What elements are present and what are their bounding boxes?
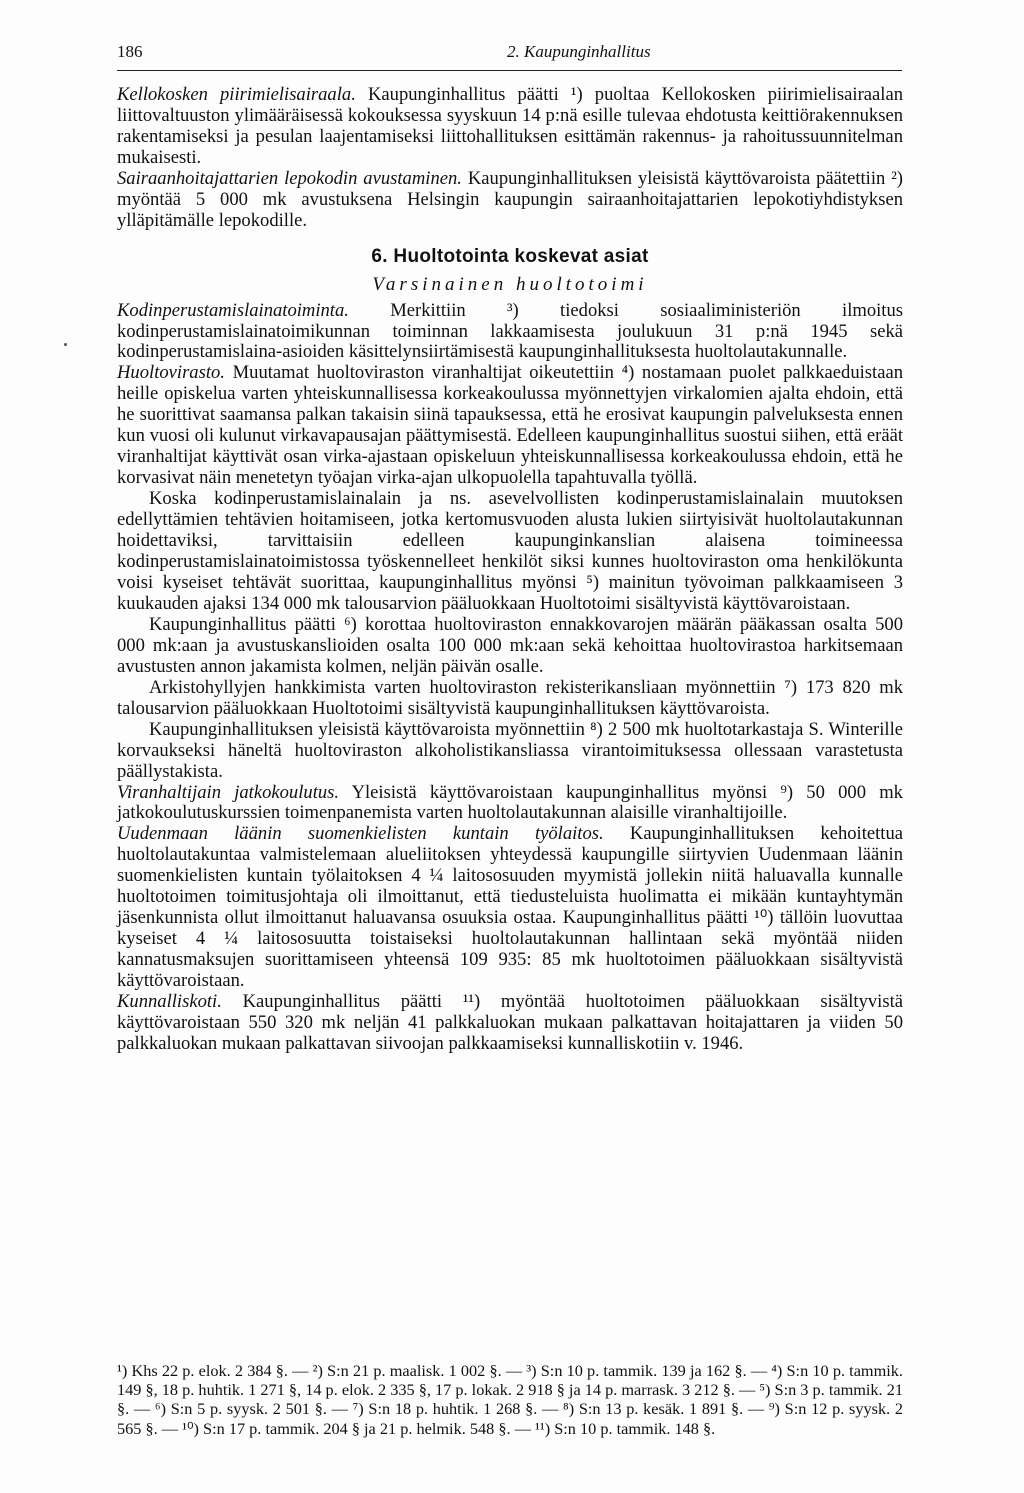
paragraph [117,783,903,825]
paragraph: Koska kodinperustamislainalain ja ns. asevelvollisten kodinperustamislainalain muutoksen edellyttämien tehtävien hoitamiseen, jotka kertomusvuoden alusta lukien siirtyisivät huoltolautakunnan hoidettaviksi, tarvittaisiin edelleen kaupunginkanslian alaisena toimineessa kodinperustamislainatoimistossa työskennelleet henkilöt siksi kunnes huoltoviraston oma henkilökunta voisi kyseiset tehtävät suorittaa, kaupunginhallitus myönsi ⁵) mainitun työvoiman palkkaamiseen 3 kuukauden ajaksi 134 000 mk talousarvion pääluokkaan Huoltotoimi sisältyvistä käyttövaroistaan. [117,488,903,614]
paragraph-text: Merkittiin ³) tiedoksi sosiaaliministeriön ilmoitus kodinperustamislainatoimikunnan toiminnan lakkaamisesta joulukuun 31 p:nä 1945 sekä kodinperustamislaina-asioiden käsittelynsiirtämisestä kaupunginhallituksesta huoltolautakunnalle. [117,299,903,363]
paragraph-title: Viranhaltijain jatkokoulutus. [117,781,340,803]
paragraph: Kaupunginhallituksen yleisistä käyttövaroista myönnettiin ⁸) 2 500 mk huoltotarkastaja S. Winterille korvaukseksi häneltä huoltoviraston alkoholistikansliassa virantoimituksessa ollessaan varastetusta päällystakista. [117,718,903,782]
paragraph-text: Kaupunginhallitus päätti ¹¹) myöntää huoltotoimen pääluokkaan sisältyvistä käyttövaroistaan 550 320 mk neljän 41 palkkaluokan mukaan palkattavan hoitajattaren ja viiden 50 palkkaluokan mukaan palkattavan siivoojan palkkaamiseksi kunnalliskotiin v. 1946. [117,991,903,1054]
section-subheading: Varsinainen huoltotoimi [372,273,648,295]
paragraph-title: Uudenmaan läänin suomenkielisten kuntain työlaitos. [117,823,604,845]
paragraph [117,301,903,364]
paragraph-title: Kellokosken piirimielisairaala. [117,84,356,105]
paragraph [117,85,903,169]
page-number: 186 [117,42,143,61]
paragraph-text: Yleisistä käyttövaroistaan kaupunginhallitus myönsi ⁹) 50 000 mk jatkokoulutuskurssien toimenpanemista varten huoltolautakunnan alaisille viranhaltijoille. [117,781,903,824]
header-rule [117,70,902,71]
section-heading: 6. Huoltotointa koskevat asiat [371,245,649,267]
paragraph [117,824,903,992]
paragraph: Arkistohyllyjen hankkimista varten huoltoviraston rekisterikansliaan myönnettiin ⁷) 173 820 mk talousarvion pääluokkaan Huoltotoimi sisältyvistä kaupunginhallituksen käyttövaroista. [117,676,903,719]
paragraph-title: Sairaanhoitajattarien lepokodin avustaminen. [117,167,462,189]
paragraph: Kaupunginhallitus päätti ⁶) korottaa huoltoviraston ennakkovarojen määrän pääkassan osalta 500 000 mk:aan ja avustuskanslioiden osalta 100 000 mk:aan sekä kehoittaa huoltovirastoa harkitsemaan avustusten annon jakamista kolmen, neljän päivän osalle. [117,613,903,677]
body-text [117,85,903,1055]
running-title: 2. Kaupunginhallitus [507,42,651,61]
paragraph-title: Kodinperustamislainatoiminta. [117,299,349,321]
footnotes: ¹) Khs 22 p. elok. 2 384 §. — ²) S:n 21 p. maalisk. 1 002 §. — ³) S:n 10 p. tammik. 139 ja 162 §. — ⁴) S:n 10 p. tammik. 149 §, 18 p. huhtik. 1 271 §, 14 p. elok. 2 335 §, 17 p. lokak. 2 918 § ja 14 p. marrask. 3 212 §. — ⁵) S:n 3 p. tammik. 21 §. — ⁶) S:n 5 p. syysk. 2 501 §. — ⁷) S:n 18 p. huhtik. 1 268 §. — ⁸) S:n 13 p. kesäk. 1 891 §. — ⁹) S:n 12 p. syysk. 2 565 §. — ¹⁰) S:n 17 p. tammik. 204 § ja 21 p. helmik. 548 §. — ¹¹) S:n 10 p. tammik. 148 §. [117,1361,903,1438]
paragraph-text: Kaupunginhallitus päätti ¹) puoltaa Kellokosken piirimielisairaalan liittovaltuuston ylimääräisessä kokouksessa syyskuun 14 p:nä esille tulevaa ehdotusta keittiörakennuksen rakentamiseksi ja pesulan laajentamiseksi liittohallituksen esittämän rakennus- ja rahoitussuunnitelman mukaisesti. [117,84,903,168]
paragraph [117,169,903,232]
margin-speck [64,343,67,346]
paragraph [117,992,903,1055]
paragraph-title: Kunnalliskoti. [117,991,222,1013]
paragraph-text: Kaupunginhallituksen kehoitettua huoltolautakuntaa valmistelemaan alueliitoksen yhteydessä kaupungille siirtyvien Uudenmaan läänin suomenkielisten kuntain työlaitoksen 4 ¼ laitososuuden myymistä jollekin niitä haluavalla kunnalle huoltotoimen toimitusjohtaja oli ilmoittanut, että tiedusteluista huolimatta ei mikään kuntayhtymän jäsenkunnista ollut ilmoittanut haluavansa osuuksia ostaa. Kaupunginhallitus päätti ¹⁰) tällöin luovuttaa kyseiset 4 ¼ laitososuutta toistaiseksi huoltolautakunnan hallintaan sekä myöntää niiden kannatusmaksujen suorittamiseen yhteensä 109 935: 85 mk huoltotoimen pääluokkaan sisältyvistä käyttövaroistaan. [117,823,904,992]
paragraph-text: Muutamat huoltoviraston viranhaltijat oikeutettiin ⁴) nostamaan puolet palkkaeduistaan heille opiskelua varten yhteiskunnallisessa korkeakoulussa myönnettyjen virkalomien ajalta ehdoin, että he suorittivat saamansa palkan takaisin siinä tapauksessa, että he erosivat kaupungin palveluksesta ennen kun vuosi oli kulunut virkavapausajan päättymisestä. Edelleen kaupunginhallitus suostui siihen, että eräät viranhaltijat käyttivät osan virka-ajastaan opiskeluun yhteiskunnallisessa korkeakoulussa ehdoin, että he korvasivat näin menetetyn työajan virka-ajan ulkopuolella tapahtuvalla työllä. [117,362,903,489]
paragraph-title: Huoltovirasto. [117,362,225,384]
paragraph [117,363,903,489]
paragraph-text: Kaupunginhallituksen yleisistä käyttövaroista päätettiin ²) myöntää 5 000 mk avustuksena Helsingin kaupungin sairaanhoitajattarien lepokotiyhdistyksen ylläpitämälle lepokodille. [117,167,903,231]
page-header [117,42,902,68]
